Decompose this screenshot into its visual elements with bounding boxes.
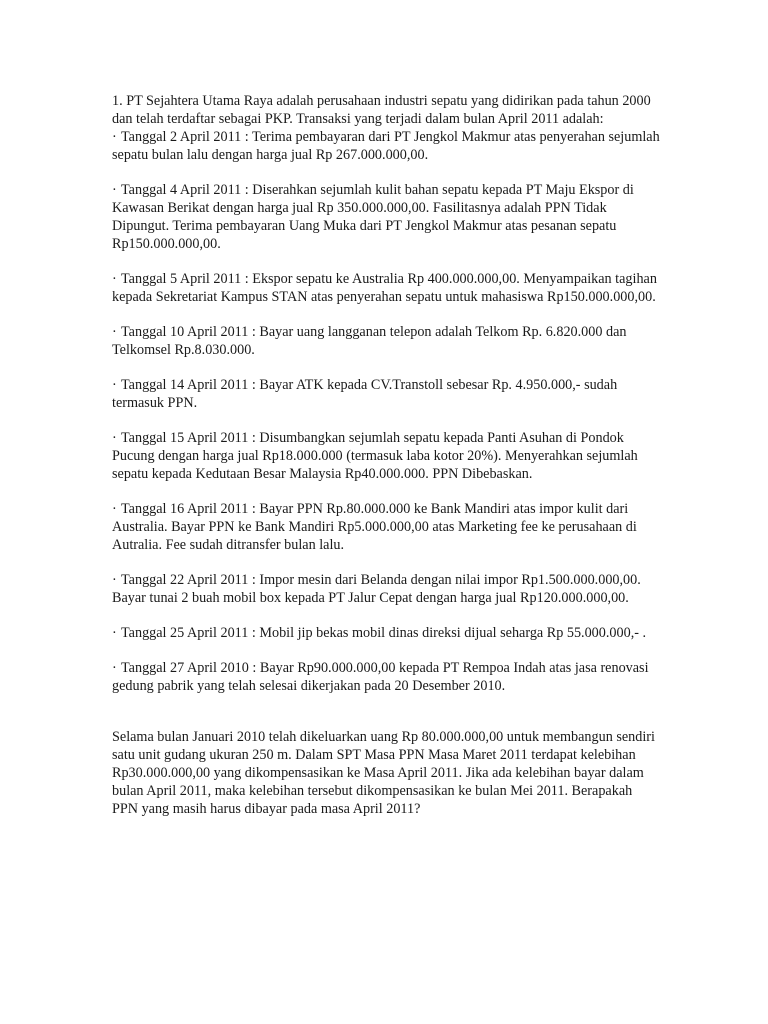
transaction-item bbox=[112, 659, 660, 695]
transaction-item bbox=[112, 270, 660, 306]
bullet-marker: · bbox=[112, 572, 117, 588]
transaction-item bbox=[112, 323, 660, 359]
transaction-text: Tanggal 10 April 2011 : Bayar uang langganan telepon adalah Telkom Rp. 6.820.000 dan Telkomsel Rp.8.030.000. bbox=[112, 324, 627, 358]
bullet-marker: · bbox=[112, 377, 117, 393]
document-page bbox=[112, 92, 660, 818]
bullet-marker: · bbox=[112, 182, 117, 198]
bullet-marker: · bbox=[112, 501, 117, 517]
transaction-text: Tanggal 5 April 2011 : Ekspor sepatu ke Australia Rp 400.000.000,00. Menyampaikan tagihan kepada Sekretariat Kampus STAN atas penyerahan sepatu untuk mahasiswa Rp150.000.000,00. bbox=[112, 271, 657, 305]
transaction-item bbox=[112, 181, 660, 253]
transaction-item bbox=[112, 376, 660, 412]
transaction-item bbox=[112, 500, 660, 554]
bullet-marker: · bbox=[112, 271, 117, 287]
bullet-marker: · bbox=[112, 660, 117, 676]
bullet-marker: · bbox=[112, 324, 117, 340]
transaction-text: Tanggal 14 April 2011 : Bayar ATK kepada CV.Transtoll sebesar Rp. 4.950.000,- sudah termasuk PPN. bbox=[112, 377, 618, 411]
transaction-text: Tanggal 22 April 2011 : Impor mesin dari Belanda dengan nilai impor Rp1.500.000.000,00. Bayar tunai 2 buah mobil box kepada PT Jalur Cepat dengan harga jual Rp120.000.000,00. bbox=[112, 572, 641, 606]
bullet-marker: · bbox=[112, 625, 117, 641]
transaction-text: Tanggal 4 April 2011 : Diserahkan sejumlah kulit bahan sepatu kepada PT Maju Ekspor di Kawasan Berikat dengan harga jual Rp 350.000.000,00. Fasilitasnya adalah PPN Tidak Dipungut. Terima pembayaran Uang Muka dari PT Jengkol Makmur atas pesanan sepatu Rp150.000.000,00. bbox=[112, 182, 634, 252]
transaction-item bbox=[112, 571, 660, 607]
question-closing: Selama bulan Januari 2010 telah dikeluarkan uang Rp 80.000.000,00 untuk membangun sendiri satu unit gudang ukuran 250 m. Dalam SPT Masa PPN Masa Maret 2011 terdapat kelebihan Rp30.000.000,00 yang dikompensasikan ke Masa April 2011. Jika ada kelebihan bayar dalam bulan April 2011, maka kelebihan tersebut dikompensasikan ke bulan Mei 2011. Berapakah PPN yang masih harus dibayar pada masa April 2011? bbox=[112, 729, 655, 817]
question-intro: 1. PT Sejahtera Utama Raya adalah perusahaan industri sepatu yang didirikan pada tahun 2000 dan telah terdaftar sebagai PKP. Transaksi yang terjadi dalam bulan April 2011 adalah: bbox=[112, 93, 651, 127]
transaction-text: Tanggal 2 April 2011 : Terima pembayaran dari PT Jengkol Makmur atas penyerahan sejumlah sepatu bulan lalu dengan harga jual Rp 267.000.000,00. bbox=[112, 129, 660, 163]
transaction-text: Tanggal 25 April 2011 : Mobil jip bekas mobil dinas direksi dijual seharga Rp 55.000.000,- . bbox=[121, 625, 647, 641]
bullet-marker: · bbox=[112, 430, 117, 446]
transaction-item bbox=[112, 128, 660, 164]
transaction-text: Tanggal 15 April 2011 : Disumbangkan sejumlah sepatu kepada Panti Asuhan di Pondok Pucung dengan harga jual Rp18.000.000 (termasuk laba kotor 20%). Menyerahkan sejumlah sepatu kepada Kedutaan Besar Malaysia Rp40.000.000. PPN Dibebaskan. bbox=[112, 430, 638, 482]
transaction-item bbox=[112, 624, 660, 642]
transaction-item bbox=[112, 429, 660, 483]
transaction-list bbox=[112, 128, 660, 695]
transaction-text: Tanggal 16 April 2011 : Bayar PPN Rp.80.000.000 ke Bank Mandiri atas impor kulit dari Australia. Bayar PPN ke Bank Mandiri Rp5.000.000,00 atas Marketing fee ke perusahaan di Autralia. Fee sudah ditransfer bulan lalu. bbox=[112, 501, 637, 553]
bullet-marker: · bbox=[112, 129, 117, 145]
transaction-text: Tanggal 27 April 2010 : Bayar Rp90.000.000,00 kepada PT Rempoa Indah atas jasa renovasi gedung pabrik yang telah selesai dikerjakan pada 20 Desember 2010. bbox=[112, 660, 649, 694]
